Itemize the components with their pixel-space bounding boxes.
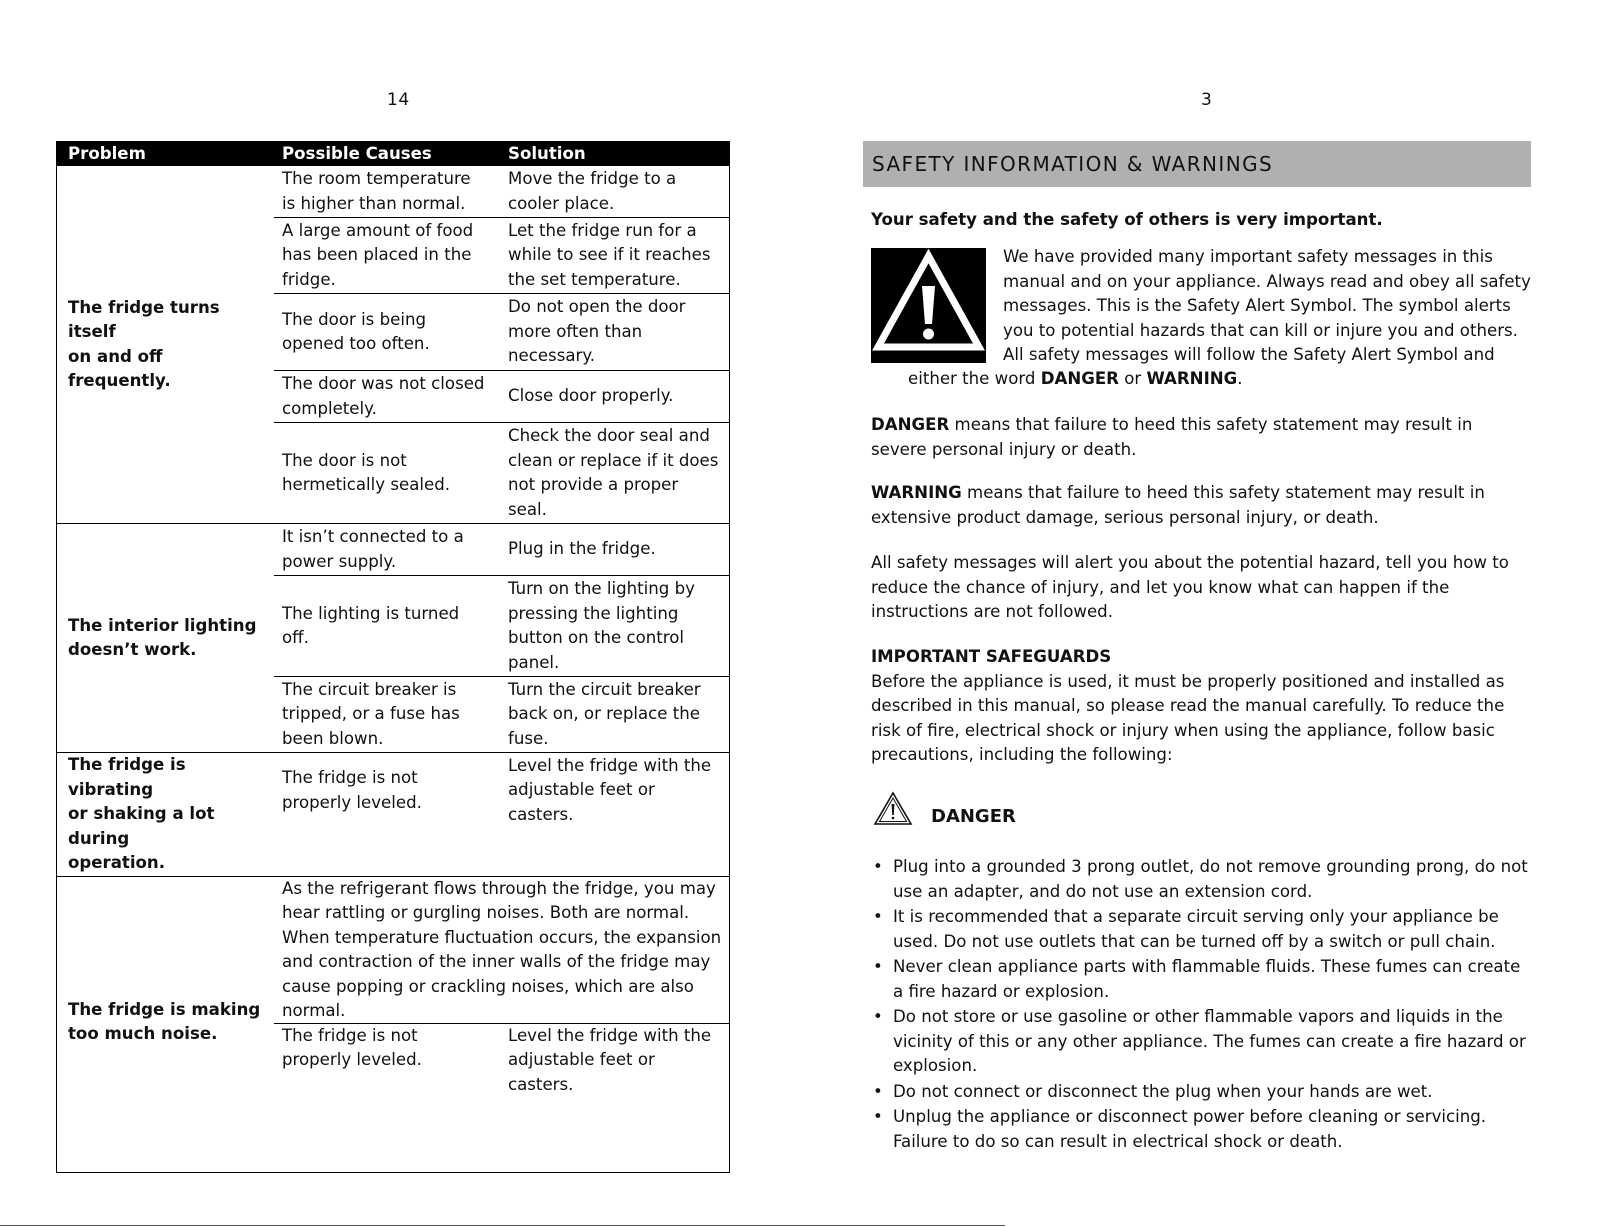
- table-row: [274, 524, 729, 575]
- solution-text: while to see if it reaches: [508, 245, 711, 265]
- cause-cell: [274, 677, 500, 752]
- cause-cell: [274, 753, 500, 828]
- alert-tail-period: .: [1237, 369, 1243, 388]
- cause-cell: [274, 371, 500, 422]
- alert-symbol-description: We have provided many important safety messages in this manual and on your appliance. Always read and obey all safety messages. This is the Safety Alert Symbol. The symbol alerts you to potential hazards that can kill or injure you and others. All safety messages will follow the Safety Alert Symbol and: [1003, 247, 1531, 364]
- list-item: • Do not connect or disconnect the plug when your hands are wet.: [871, 1080, 1531, 1105]
- cause-text: The door is being: [282, 309, 427, 329]
- problem-text: or shaking a lot during: [68, 804, 215, 848]
- solution-text: the set temperature.: [508, 269, 681, 289]
- cause-text: properly leveled.: [282, 792, 422, 812]
- alert-tail-text: either the word: [908, 369, 1041, 388]
- problem-cell: [57, 753, 274, 876]
- problem-text: too much noise.: [68, 1024, 218, 1043]
- all-safety-messages-paragraph: All safety messages will alert you about the potential hazard, tell you how to reduce the chance of injury, and let you know what can happen if the instructions are not followed.: [871, 553, 1509, 621]
- solution-text: Check the door seal and: [508, 426, 710, 445]
- warning-definition-text: means that failure to heed this safety statement may result in extensive product damage, serious personal injury, or death.: [871, 483, 1485, 527]
- problem-text: The fridge is vibrating: [68, 755, 186, 799]
- header-solution: Solution: [508, 144, 586, 163]
- page-number-left: 14: [387, 90, 410, 110]
- cause-text: is higher than normal.: [282, 193, 466, 213]
- section-title: SAFETY INFORMATION & WARNINGS: [872, 152, 1274, 176]
- problem-text: operation.: [68, 853, 166, 872]
- solution-text: back on, or replace the: [508, 704, 700, 724]
- safeguards-text: Before the appliance is used, it must be properly positioned and installed as described in this manual, so please read the manual carefully. To reduce the risk of fire, electrical shock or injury when using the appliance, follow basic precautions, including the following:: [871, 671, 1505, 764]
- alert-tail-or: or: [1118, 369, 1147, 388]
- table-row: [274, 575, 729, 676]
- solution-text: casters.: [508, 1074, 574, 1094]
- problem-group: [57, 166, 729, 523]
- cause-text: power supply.: [282, 551, 397, 571]
- solution-text: clean or replace if it does: [508, 450, 719, 470]
- problem-group: [57, 752, 729, 876]
- cause-text: completely.: [282, 398, 377, 418]
- solution-cell: [500, 166, 729, 217]
- danger-term: DANGER: [871, 415, 950, 434]
- solution-cell: [500, 371, 729, 422]
- cause-cell: [274, 1024, 500, 1172]
- table-row: [274, 676, 729, 752]
- problem-text: doesn’t work.: [68, 640, 197, 659]
- solution-text: fuse.: [508, 728, 549, 748]
- list-item: • Never clean appliance parts with flammable fluids. These fumes can create a fire hazard or explosion.: [871, 955, 1531, 1004]
- danger-definition: [871, 413, 1531, 462]
- list-item: • Plug into a grounded 3 prong outlet, do not remove grounding prong, do not use an adapter, and do not use an extension cord.: [871, 855, 1531, 904]
- solution-cell: [500, 294, 729, 370]
- note-text: hear rattling or gurgling noises. Both are normal.: [282, 903, 690, 922]
- solution-text: Move the fridge to a: [508, 169, 677, 188]
- solution-text: Let the fridge run for a: [508, 220, 697, 240]
- cause-text: A large amount of food: [282, 220, 474, 240]
- table-row: [274, 166, 729, 217]
- solution-cell: [500, 524, 729, 575]
- table-row: [274, 422, 729, 523]
- solution-cell: [500, 576, 729, 676]
- problem-text: The fridge is making: [68, 999, 261, 1019]
- problem-cell: [57, 166, 274, 523]
- table-row: [274, 753, 729, 828]
- solution-text: Do not open the door: [508, 297, 686, 317]
- problem-cell: [57, 877, 274, 1172]
- cause-text: The lighting is turned: [282, 603, 460, 623]
- warning-term: WARNING: [871, 483, 962, 502]
- important-safeguards: [871, 645, 1531, 768]
- list-item: • Do not store or use gasoline or other flammable vapors and liquids in the vicinity of this or any other appliance. The fumes can create a fire hazard or explosion.: [871, 1005, 1531, 1079]
- table-body: [57, 166, 729, 1172]
- header-problem: Problem: [68, 144, 146, 163]
- alert-tail-danger: DANGER: [1040, 369, 1119, 388]
- note-text: As the refrigerant flows through the fridge, you may: [282, 878, 716, 898]
- danger-bullet-list: [871, 855, 1531, 1155]
- solution-cell: [500, 677, 729, 752]
- page-bottom-rule: [0, 1225, 1005, 1226]
- list-item: • It is recommended that a separate circuit serving only your appliance be used. Do not use outlets that can be turned off by a switch or pull chain.: [871, 905, 1531, 954]
- safety-intro: Your safety and the safety of others is very important.: [871, 210, 1383, 229]
- solution-cell: [500, 753, 729, 828]
- cause-text: The fridge is not: [282, 1025, 418, 1045]
- solution-text: casters.: [508, 804, 574, 824]
- solution-text: Level the fridge with the: [508, 1025, 712, 1045]
- cause-text: The circuit breaker is: [282, 679, 457, 699]
- solution-text: button on the control: [508, 628, 684, 647]
- alert-symbol-tail: [908, 367, 1243, 392]
- solution-text: cooler place.: [508, 193, 615, 213]
- solution-text: more often than: [508, 321, 643, 341]
- solution-text: adjustable feet or: [508, 780, 655, 800]
- cause-text: has been placed in the: [282, 245, 472, 265]
- cause-cell: [274, 166, 500, 217]
- cause-cell: [274, 576, 500, 676]
- solution-cell: [500, 423, 729, 523]
- cause-text: off.: [282, 628, 309, 647]
- table-row: [274, 217, 729, 293]
- danger-definition-text: means that failure to heed this safety statement may result in severe personal injury or death.: [871, 415, 1473, 459]
- problem-text: The fridge turns itself: [68, 297, 220, 341]
- header-possible-causes: Possible Causes: [282, 144, 432, 163]
- note-cell: [274, 877, 729, 1024]
- cause-text: been blown.: [282, 728, 384, 748]
- alert-tail-warning: WARNING: [1146, 369, 1238, 388]
- solution-text: Turn the circuit breaker: [508, 679, 701, 699]
- table-row: [274, 370, 729, 422]
- table-row: [274, 877, 729, 1023]
- table-header: [57, 142, 729, 166]
- section-header-bar: [863, 141, 1531, 187]
- solution-text: Level the fridge with the: [508, 755, 712, 775]
- cause-text: fridge.: [282, 269, 336, 289]
- cause-text: tripped, or a fuse has: [282, 704, 460, 724]
- solution-cell: [500, 1024, 729, 1172]
- cause-cell: [274, 524, 500, 575]
- problem-text: on and off frequently.: [68, 346, 171, 390]
- note-text: normal.: [282, 1001, 346, 1020]
- solution-text: Close door properly.: [508, 386, 674, 406]
- solution-text: necessary.: [508, 346, 596, 366]
- cause-text: hermetically sealed.: [282, 475, 451, 494]
- cause-text: opened too often.: [282, 334, 430, 353]
- note-text: cause popping or crackling noises, which are also: [282, 976, 694, 996]
- solution-text: Plug in the fridge.: [508, 539, 656, 559]
- problem-group: [57, 876, 729, 1172]
- cause-text: The door was not closed: [282, 374, 485, 393]
- solution-cell: [500, 218, 729, 293]
- safeguards-heading: IMPORTANT SAFEGUARDS: [871, 647, 1112, 666]
- problem-text: The interior lighting: [68, 615, 257, 635]
- cause-cell: [274, 294, 500, 370]
- solution-text: Turn on the lighting by: [508, 579, 695, 598]
- list-item: • Unplug the appliance or disconnect power before cleaning or servicing. Failure to do so can result in electrical shock or death.: [871, 1105, 1531, 1154]
- cause-text: The room temperature: [282, 169, 471, 188]
- cause-text: The fridge is not: [282, 768, 418, 787]
- warning-triangle-icon: [873, 791, 913, 827]
- safety-alert-symbol-icon: [871, 248, 986, 363]
- page-number-right: 3: [1201, 90, 1213, 110]
- note-text: and contraction of the inner walls of the fridge may: [282, 952, 711, 971]
- cause-cell: [274, 423, 500, 523]
- note-text: When temperature fluctuation occurs, the expansion: [282, 927, 722, 947]
- cause-text: It isn’t connected to a: [282, 527, 464, 546]
- solution-text: pressing the lighting: [508, 603, 679, 623]
- table-row: [274, 293, 729, 370]
- solution-text: not provide a proper: [508, 475, 679, 494]
- table-row: [274, 1023, 729, 1172]
- problem-group: [57, 523, 729, 752]
- cause-text: The door is not: [282, 450, 407, 470]
- troubleshooting-table: [56, 141, 730, 1173]
- solution-text: seal.: [508, 499, 547, 519]
- danger-label: DANGER: [931, 806, 1016, 827]
- solution-text: adjustable feet or: [508, 1050, 655, 1069]
- problem-cell: [57, 524, 274, 752]
- solution-text: panel.: [508, 652, 560, 672]
- warning-definition: [871, 481, 1531, 530]
- cause-text: properly leveled.: [282, 1050, 422, 1069]
- cause-cell: [274, 218, 500, 293]
